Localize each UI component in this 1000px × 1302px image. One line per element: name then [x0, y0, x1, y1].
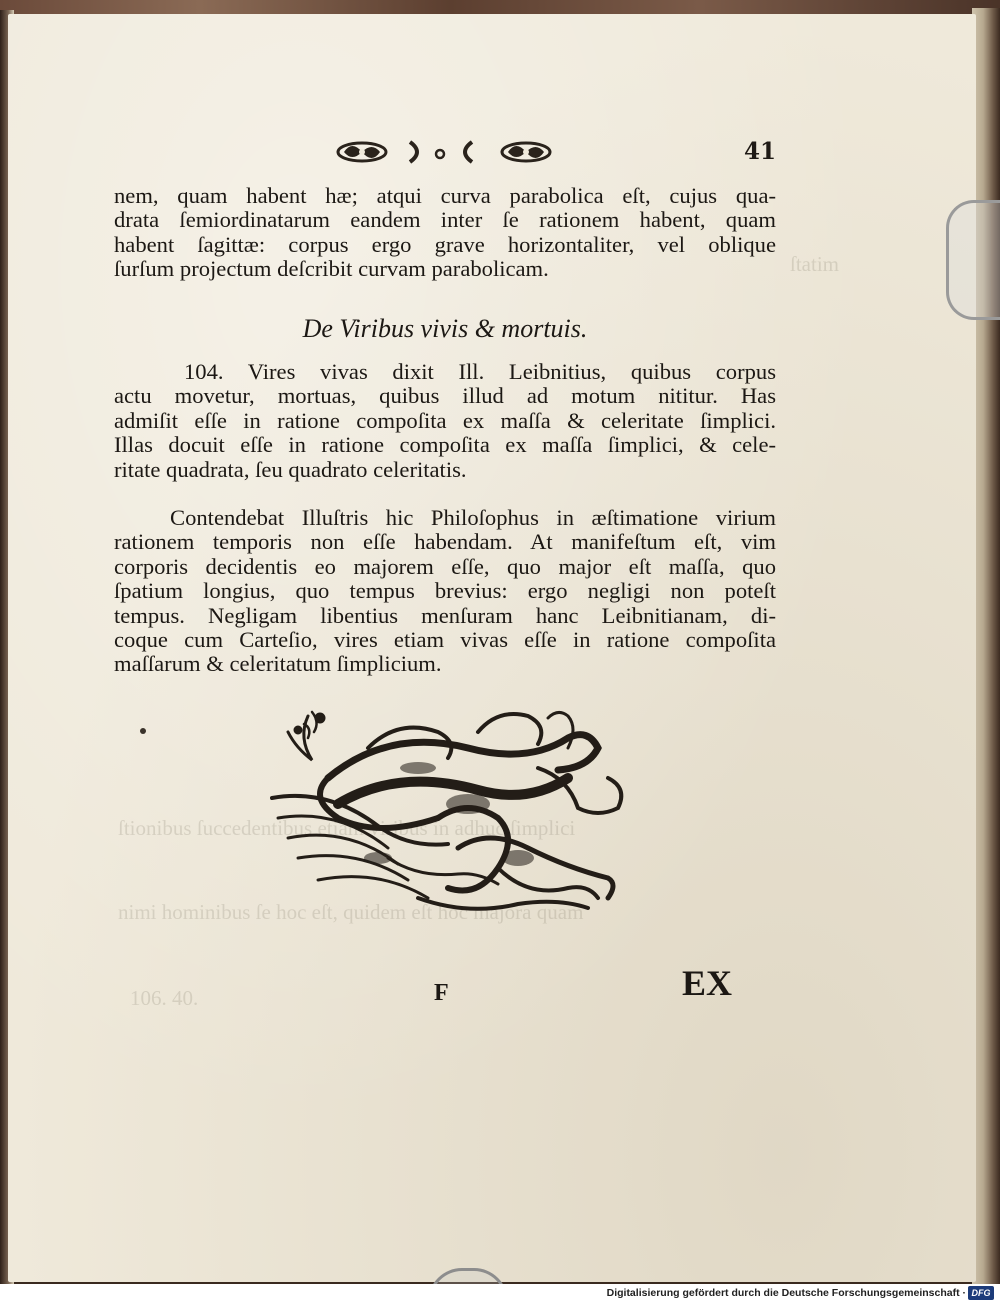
text-line: coque cum Carteſio, vires etiam vivas eſſe in ratione compoſita — [114, 627, 776, 653]
bleed-through-text: ſtionibus ſuccedentibus etiam viribus in adhuc ſimplici — [118, 816, 576, 840]
bleed-through-text: ſtatim — [790, 252, 839, 276]
rococo-tailpiece-icon — [268, 708, 630, 924]
text-line: maſſarum & celeritatum ſimplicium. — [114, 651, 442, 677]
text-line: ſpatium longius, quo tempus brevius: ergo negligi non poteſt — [114, 578, 776, 604]
text-line: rationem temporis non eſſe habendam. At manifeſtum eſt, vim — [114, 529, 776, 555]
text-line: 104. Vires vivas dixit Ill. Leibnitius, quibus corpus — [184, 359, 776, 384]
text-line: actu movetur, mortuas, quibus illud ad motum nititur. Has — [114, 383, 776, 409]
text-line: Illas docuit eſſe in ratione compoſita ex maſſa ſimplici, & cele- — [114, 432, 776, 458]
text-line: habent ſagittæ: corpus ergo grave horizontaliter, vel oblique — [114, 231, 776, 257]
text-line: ſurſum projectum deſcribit curvam parabolicam. — [114, 256, 549, 282]
section-heading: De Viribus vivis & mortuis. — [302, 314, 588, 343]
paper-clip-icon — [946, 200, 1000, 320]
bleed-through-text: nimi hominibus ſe hoc eſt, quidem eſt hoc majora quam — [118, 900, 584, 924]
dfg-logo: DFG — [968, 1286, 994, 1300]
ink-speck — [140, 728, 146, 734]
text-line: admiſit eſſe in ratione compoſita ex maſſa & celeritate ſimplici. — [114, 407, 776, 433]
paragraph-continuation — [114, 184, 776, 282]
digitization-credit: Digitalisierung gefördert durch die Deutsche Forschungsgemeinschaft · — [606, 1287, 966, 1299]
text-line: corporis decidentis eo majorem eſſe, quo major eſt maſſa, quo — [114, 553, 776, 579]
text-line: nem, quam habent hæ; atqui curva parabolica eſt, cujus qua- — [114, 183, 776, 208]
bleed-through-text: 106. 40. — [130, 986, 199, 1010]
paragraph-104 — [114, 360, 776, 482]
catchword: EX — [682, 963, 733, 1003]
text-line: ritate quadrata, ſeu quadrato celeritatis. — [114, 456, 467, 482]
paragraph-contendebat — [114, 506, 776, 677]
text-line: Contendebat Illuſtris hic Philoſophus in æſtimatione virium — [170, 505, 776, 530]
printer-signature-mark: F — [434, 980, 449, 1006]
floral-headpiece-icon — [336, 136, 558, 168]
page-number: 41 — [744, 138, 777, 165]
text-line: tempus. Negligam libentius menſuram hanc Leibnitianam, di- — [114, 602, 776, 628]
text-line: drata ſemiordinatarum eandem inter ſe rationem habent, quam — [114, 207, 776, 233]
